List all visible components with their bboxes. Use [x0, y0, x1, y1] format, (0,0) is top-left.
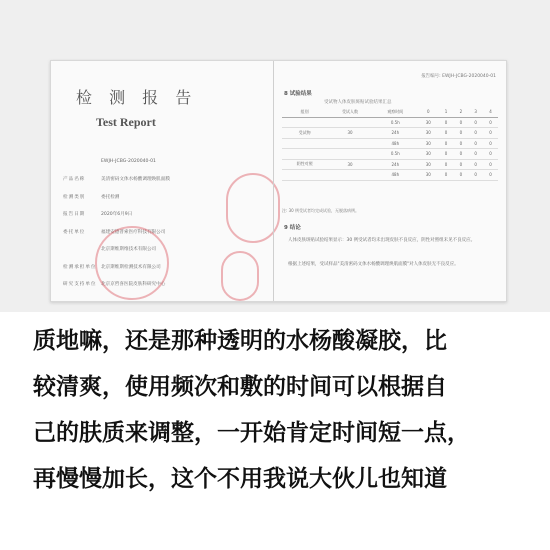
report-field: 研究支持单位 北京京哲喜医院皮肤科研究中心 — [63, 282, 166, 288]
test-report-document — [50, 60, 507, 302]
caption-line: 较清爽，使用频次和敷的时间可以根据自 — [33, 374, 447, 400]
report-field: EWJH-JCBG-2020040-01 — [101, 159, 156, 165]
report-title-en: Test Report — [96, 115, 156, 129]
report-field: 委托单位 福建安德普索医疗科技有限公司 — [63, 229, 166, 235]
caption-text — [33, 318, 528, 502]
caption-line: 再慢慢加长，这个不用我说大伙儿也知道 — [33, 466, 447, 492]
conclusion-title: 9 结论 — [284, 225, 301, 231]
table-row: 受试物 30 24h 30 0 0 0 0 — [282, 128, 498, 139]
report-field: 产品名称 美清密码文体水杨酸调理焕肌面膜 — [63, 177, 170, 183]
table-note: 注: 30 例受试者均完成试验，无脱落病例。 — [282, 208, 359, 213]
official-seal-stamp — [221, 251, 259, 301]
table-row: 48h 30 0 0 0 0 — [282, 170, 498, 181]
report-field: 检测承担单位 北京斯维斯检测技术有限公司 — [63, 264, 161, 270]
table-row: 阴性对照 30 24h 30 0 0 0 0 — [282, 159, 498, 170]
official-seal-stamp — [226, 173, 280, 243]
page-fold-divider — [273, 61, 274, 301]
table-row: 48h 30 0 0 0 0 — [282, 138, 498, 149]
table-row: 0.5h 30 0 0 0 0 — [282, 149, 498, 160]
conclusion-text: 根据上述结果，受试样品"美清密码文体水杨酸调理焕肌面膜"对人体皮肤无不良反应。 — [288, 262, 459, 267]
official-seal-stamp — [95, 226, 169, 300]
results-table-caption: 受试物人体皮肤斑贴试验结果汇总 — [324, 100, 392, 105]
report-field: 检测类别 委托检测 — [63, 194, 120, 200]
report-field: 北京斯维斯维技术有限公司 — [101, 247, 157, 253]
report-field: 报告日期 2020年6月9日 — [63, 212, 133, 218]
caption-line: 己的肤质来调整，一开始肯定时间短一点， — [33, 420, 470, 446]
table-row: 0.5h 30 0 0 0 0 — [282, 117, 498, 128]
report-title-cn: 检 测 报 告 — [76, 88, 198, 107]
table-header-row: 组别 受试人数 观察时间 0 1 2 3 4 — [282, 107, 498, 117]
report-number: 报告编号: EWJH-JCBG-2020040-01 — [421, 74, 496, 79]
results-table — [282, 107, 498, 181]
caption-line: 质地嘛，还是那种透明的水杨酸凝胶，比 — [33, 328, 447, 354]
results-section-title: 8 试验结果 — [284, 91, 312, 97]
conclusion-text: 人体皮肤斑贴试验结果显示：30 例受试者均未出现皮肤不良反应，阴性对照组未见不良反应。 — [288, 238, 476, 243]
